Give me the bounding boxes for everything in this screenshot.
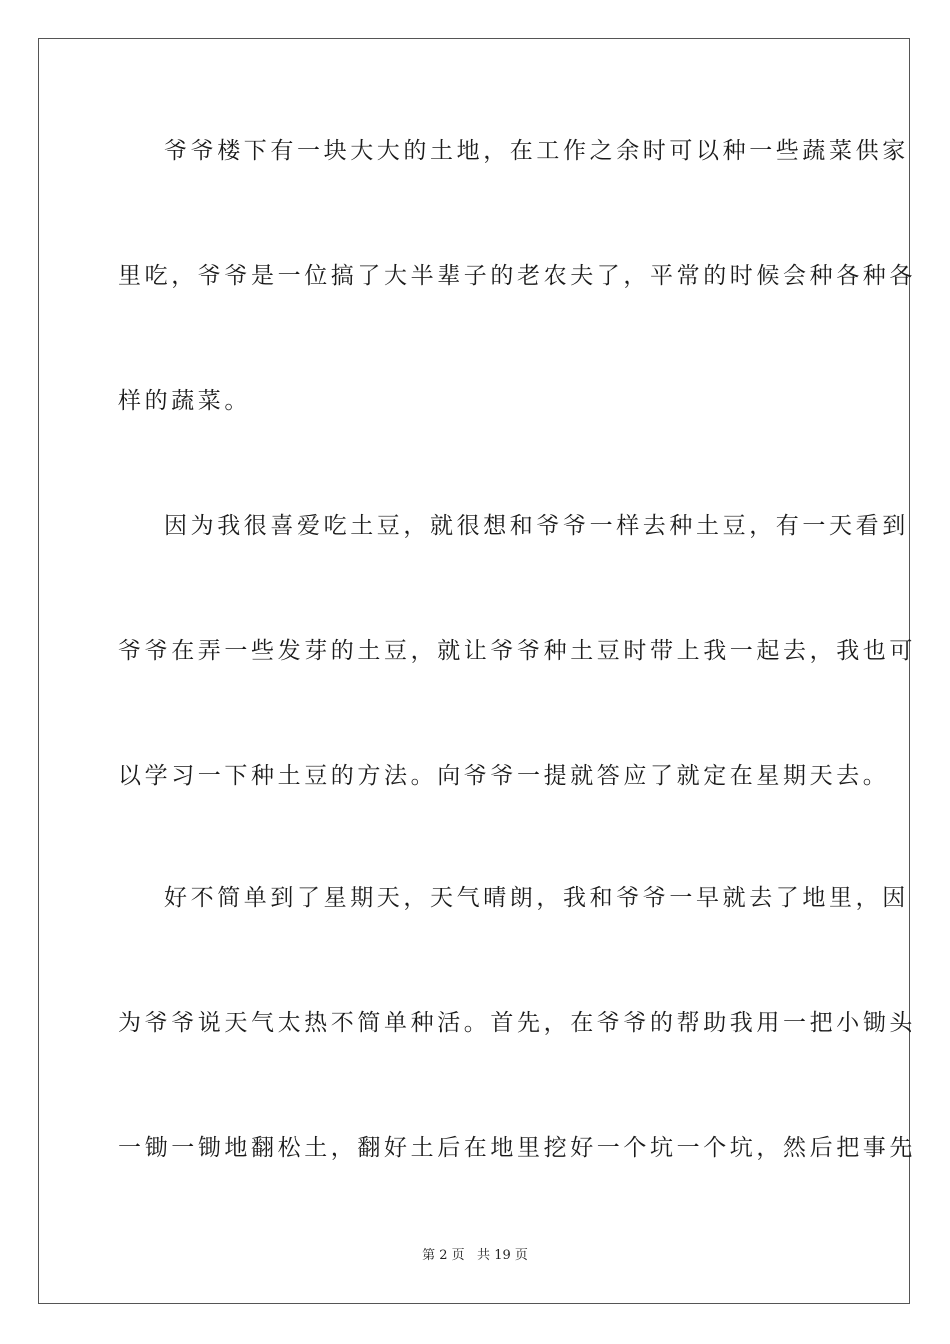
paragraph-1-line-2: 里吃，爷爷是一位搞了大半辈子的老农夫了，平常的时候会种各种各	[118, 263, 916, 289]
paragraph-3-line-2: 为爷爷说天气太热不简单种活。首先，在爷爷的帮助我用一把小锄头	[118, 1010, 916, 1036]
paragraph-3-line-1: 好不简单到了星期天，天气晴朗，我和爷爷一早就去了地里，因	[164, 885, 909, 911]
paragraph-2-line-2: 爷爷在弄一些发芽的土豆，就让爷爷种土豆时带上我一起去，我也可	[118, 638, 916, 664]
paragraph-3-line-3: 一锄一锄地翻松土，翻好土后在地里挖好一个坑一个坑，然后把事先	[118, 1135, 916, 1161]
page-border	[38, 38, 916, 1304]
paragraph-1-line-1: 爷爷楼下有一块大大的土地，在工作之余时可以种一些蔬菜供家	[164, 138, 909, 164]
paragraph-1-line-3: 样的蔬菜。	[118, 388, 251, 414]
paragraph-2-line-3: 以学习一下种土豆的方法。向爷爷一提就答应了就定在星期天去。	[118, 763, 890, 789]
paragraph-2-line-1: 因为我很喜爱吃土豆，就很想和爷爷一样去种土豆，有一天看到	[164, 513, 909, 539]
page-number-footer: 第 2 页 共 19 页	[422, 1248, 528, 1263]
